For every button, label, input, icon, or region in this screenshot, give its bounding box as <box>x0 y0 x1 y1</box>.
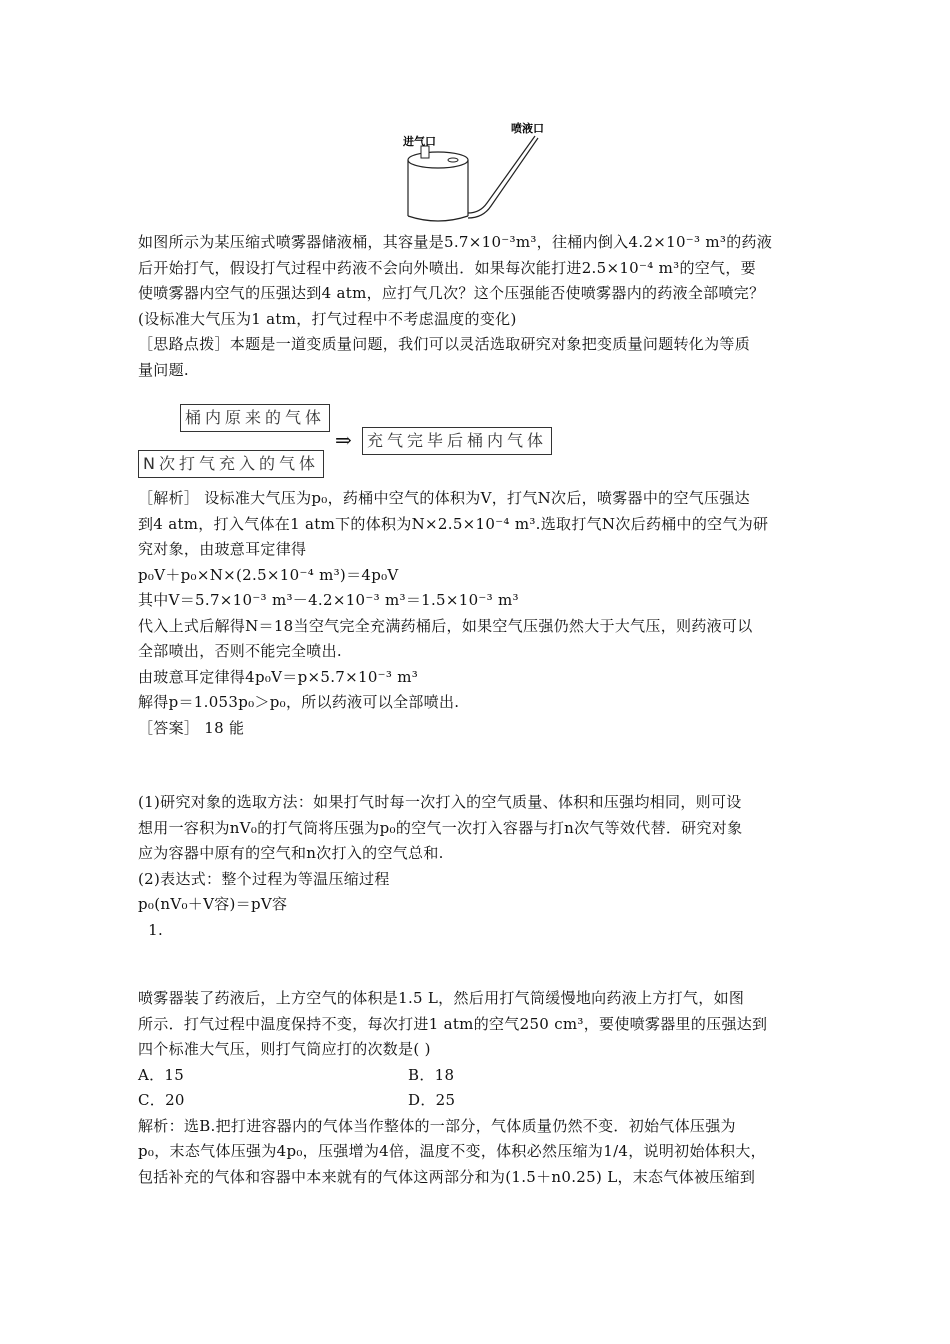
exercise-line: 四个标准大气压，则打气筒应打的次数是( ) <box>138 1040 431 1058</box>
analysis-line: 解析：选B.把打进容器内的气体当作整体的一部分，气体质量仍然不变．初始气体压强为 <box>138 1116 736 1135</box>
problem-line: 后开始打气，假设打气过程中药液不会向外喷出．如果每次能打进2.5×10⁻⁴ m³的空气，要 <box>138 258 756 277</box>
solution-line: 到4 atm，打入气体在1 atm下的体积为N×2.5×10⁻⁴ m³.选取打气N次后药桶中的空气为研 <box>138 514 769 533</box>
solution-text <box>138 486 818 741</box>
method-line: p₀(nV₀＋V容)＝pV容 <box>138 895 288 913</box>
exercise-number: 1. <box>138 920 164 939</box>
options-row <box>138 1063 818 1089</box>
method-line: (2)表达式：整个过程为等温压缩过程 <box>138 869 390 888</box>
solution-line: 究对象，由玻意耳定律得 <box>138 540 307 558</box>
option-b: B．18 <box>408 1065 455 1084</box>
flow-arrow: ⇒ <box>335 428 352 452</box>
option-d: D．25 <box>408 1091 456 1109</box>
solution-line: 由玻意耳定律得4p₀V＝p×5.7×10⁻³ m³ <box>138 667 419 686</box>
sprayer-figure <box>395 118 565 228</box>
method-line: 应为容器中原有的空气和n次打入的空气总和. <box>138 844 444 862</box>
exercise-line: 所示．打气过程中温度保持不变，每次打进1 atm的空气250 cm³，要使喷雾器里的压强达到 <box>138 1014 768 1033</box>
option-c: C．20 <box>138 1091 185 1109</box>
sprayer-diagram <box>395 118 565 228</box>
hint-line: 量问题. <box>138 360 189 379</box>
inlet-label: 进气口 <box>403 135 436 148</box>
exercise-line: 喷雾器装了药液后，上方空气的体积是1.5 L，然后用打气筒缓慢地向药液上方打气，如图 <box>138 989 745 1007</box>
solution-line: ［解析］ 设标准大气压为p₀，药桶中空气的体积为V，打气N次后，喷雾器中的空气压强达 <box>138 489 750 507</box>
method-line: 想用一容积为nV₀的打气筒将压强为p₀的空气一次打入容器与打n次气等效代替．研究对象 <box>138 818 743 837</box>
method-line: (1)研究对象的选取方法：如果打气时每一次打入的空气质量、体积和压强均相同，则可设 <box>138 793 742 811</box>
exercise-text <box>138 986 818 1190</box>
flow-box-final-gas: 充气完毕后桶内气体 <box>362 427 552 455</box>
problem-line: (设标准大气压为1 atm，打气过程中不考虑温度的变化) <box>138 309 517 328</box>
solution-line: p₀V＋p₀×N×(2.5×10⁻⁴ m³)＝4p₀V <box>138 565 399 584</box>
options-row <box>138 1088 818 1114</box>
nozzle-label: 喷液口 <box>511 122 544 135</box>
method-text <box>138 790 818 943</box>
flow-box-original-gas: 桶内原来的气体 <box>180 404 330 432</box>
solution-line: 全部喷出，否则不能完全喷出. <box>138 642 342 660</box>
solution-line: 解得p＝1.053p₀＞p₀，所以药液可以全部喷出. <box>138 693 460 711</box>
answer-line: ［答案］ 18 能 <box>138 718 245 737</box>
solution-line: 其中V＝5.7×10⁻³ m³－4.2×10⁻³ m³＝1.5×10⁻³ m³ <box>138 591 519 609</box>
option-a: A．15 <box>138 1065 185 1084</box>
analysis-line: 包括补充的气体和容器中本来就有的气体这两部分和为(1.5＋n0.25) L，末态气体被压缩到 <box>138 1167 756 1186</box>
analysis-line: p₀，末态气体压强为4p₀，压强增为4倍，温度不变，体积必然压缩为1/4，说明初始体积大， <box>138 1142 766 1160</box>
problem-line: 使喷雾器内空气的压强达到4 atm，应打气几次？这个压强能否使喷雾器内的药液全部喷完？ <box>138 284 765 302</box>
flow-box-pumped-gas: N次打气充入的气体 <box>138 450 324 478</box>
problem-text <box>138 230 818 383</box>
solution-line: 代入上式后解得N＝18当空气完全充满药桶后，如果空气压强仍然大于大气压，则药液可以 <box>138 616 753 635</box>
problem-line: 如图所示为某压缩式喷雾器储液桶，其容量是5.7×10⁻³m³，往桶内倒入4.2×10⁻³ m³的药液 <box>138 233 773 251</box>
hint-line: ［思路点拨］本题是一道变质量问题，我们可以灵活选取研究对象把变质量问题转化为等质 <box>138 335 751 353</box>
